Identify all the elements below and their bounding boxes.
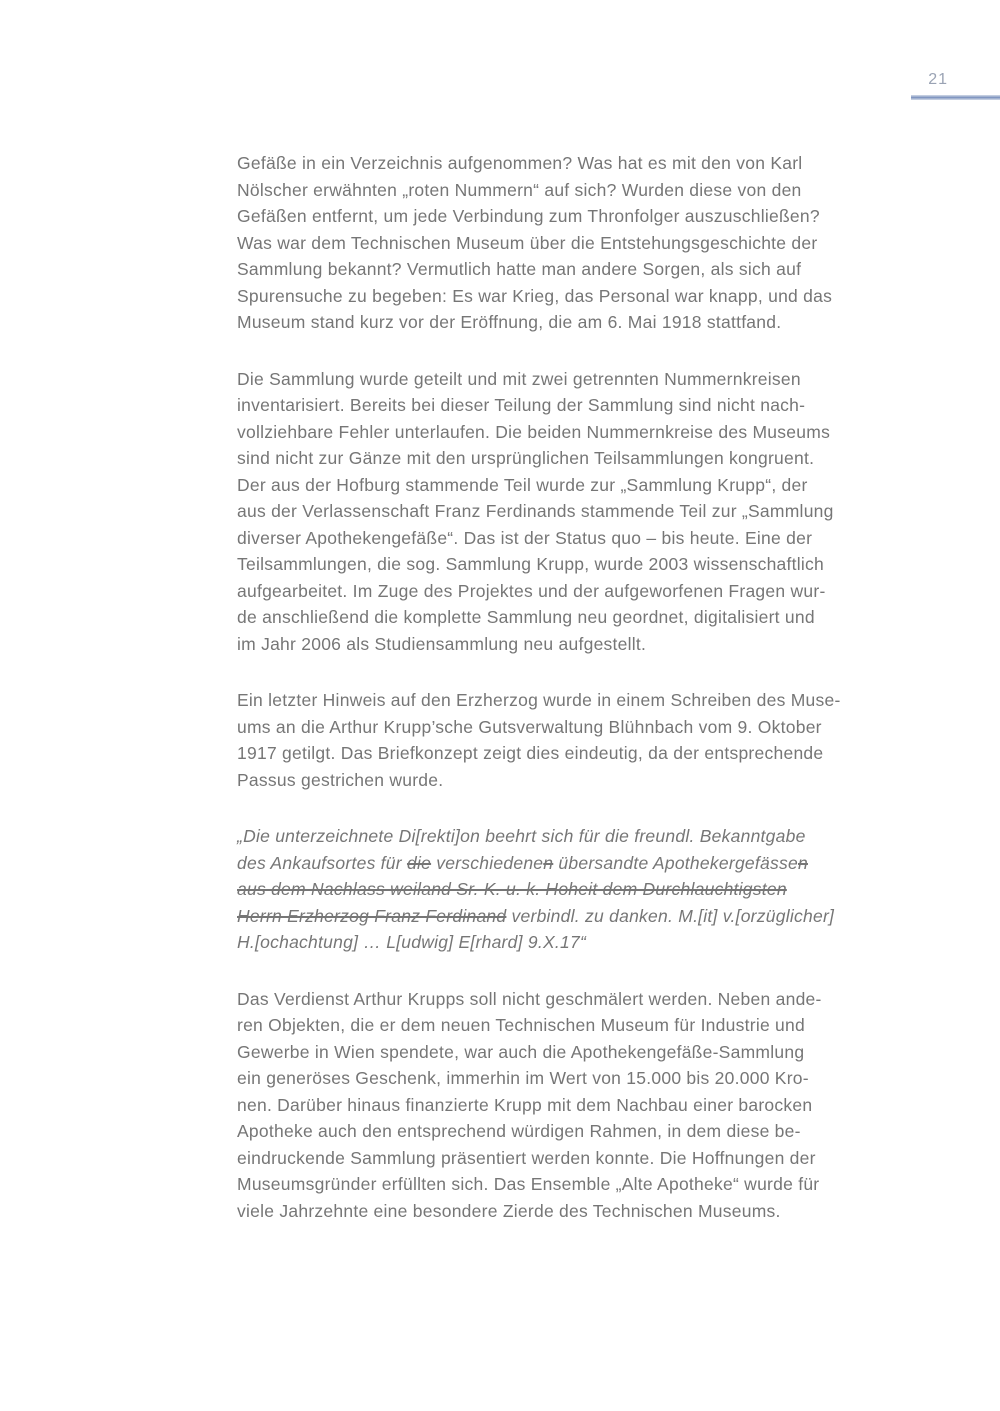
text-line (237, 1171, 917, 1198)
text-line (237, 929, 917, 956)
text-line (237, 578, 917, 605)
text-line (237, 472, 917, 499)
text-segment: Gefäße in ein Verzeichnis aufgenommen? Was hat es mit den von Karl (237, 153, 803, 173)
text-segment: de anschließend die komplette Sammlung neu geordnet, digitalisiert und (237, 607, 815, 627)
text-line (237, 714, 917, 741)
struck-text: aus dem Nachlass weiland Sr. K. u. k. Hoheit dem Durchlauchtigsten (237, 879, 787, 899)
text-segment: nen. Darüber hinaus finanzierte Krupp mit dem Nachbau einer barocken (237, 1094, 813, 1115)
text-segment: übersandte Apothekergefässe (553, 852, 798, 873)
text-segment: aufgearbeitet. Im Zuge des Projektes und der aufgeworfenen Fragen wur- (237, 580, 826, 601)
text-line (237, 604, 917, 631)
header-rule (911, 95, 1000, 100)
text-line (237, 687, 917, 714)
text-line (237, 1198, 917, 1225)
text-line (237, 986, 917, 1013)
text-line (237, 392, 917, 419)
text-segment: ren Objekten, die er dem neuen Technischen Museum für Industrie und (237, 1015, 805, 1035)
struck-text: Herrn Erzherzog Franz Ferdinand (237, 905, 507, 926)
text-line (237, 876, 917, 903)
text-segment: diverser Apothekengefäße“. Das ist der Status quo – bis heute. Eine der (237, 527, 813, 548)
text-line (237, 366, 917, 393)
page-body (237, 150, 917, 1254)
text-segment: eindruckende Sammlung präsentiert werden konnte. Die Hoffnungen der (237, 1147, 816, 1168)
text-segment: Museum stand kurz vor der Eröffnung, die am 6. Mai 1918 stattfand. (237, 312, 782, 332)
text-line (237, 1118, 917, 1145)
text-line (237, 150, 917, 177)
text-segment: Das Verdienst Arthur Krupps soll nicht geschmälert werden. Neben ande- (237, 988, 822, 1009)
text-line (237, 551, 917, 578)
text-line (237, 767, 917, 794)
text-line (237, 256, 917, 283)
text-segment: Passus gestrichen wurde. (237, 769, 444, 790)
text-line (237, 177, 917, 204)
text-line (237, 850, 917, 877)
paragraph (237, 366, 917, 658)
text-line (237, 631, 917, 658)
text-segment: verschiedene (431, 852, 544, 873)
text-segment: Gewerbe in Wien spendete, war auch die Apothekengefäße-Sammlung (237, 1041, 805, 1062)
text-segment: sind nicht zur Gänze mit den ursprünglichen Teilsammlungen kongruent. (237, 448, 815, 468)
text-segment: Gefäßen entfernt, um jede Verbindung zum Thronfolger auszuschließen? (237, 206, 820, 226)
text-segment: Nölscher erwähnten „roten Nummern“ auf sich? Wurden diese von den (237, 179, 802, 200)
text-line (237, 309, 917, 336)
text-line (237, 419, 917, 446)
text-segment: Ein letzter Hinweis auf den Erzherzog wurde in einem Schreiben des Muse- (237, 690, 841, 710)
text-segment: Spurensuche zu begeben: Es war Krieg, das Personal war knapp, und das (237, 285, 833, 306)
text-line (237, 740, 917, 767)
text-line (237, 1145, 917, 1172)
text-line (237, 498, 917, 525)
text-segment: des Ankaufsortes für (237, 852, 407, 873)
text-line (237, 1012, 917, 1039)
text-segment: Was war dem Technischen Museum über die Entstehungsgeschichte der (237, 232, 818, 253)
paragraph (237, 986, 917, 1225)
text-line (237, 230, 917, 257)
quote-paragraph (237, 823, 917, 956)
text-line (237, 903, 917, 930)
text-line (237, 1065, 917, 1092)
text-segment: aus der Verlassenschaft Franz Ferdinands stammende Teil zur „Sammlung (237, 501, 834, 521)
text-line (237, 445, 917, 472)
text-line (237, 1039, 917, 1066)
text-segment: vollziehbare Fehler unterlaufen. Die beiden Nummernkreise des Museums (237, 421, 831, 442)
text-segment: Der aus der Hofburg stammende Teil wurde zur „Sammlung Krupp“, der (237, 474, 808, 495)
text-line (237, 283, 917, 310)
text-segment: Die Sammlung wurde geteilt und mit zwei getrennten Nummernkreisen (237, 368, 801, 389)
text-line (237, 525, 917, 552)
text-segment: Apotheke auch den entsprechend würdigen Rahmen, in dem diese be- (237, 1121, 801, 1141)
text-segment: viele Jahrzehnte eine besondere Zierde des Technischen Museums. (237, 1200, 781, 1221)
text-segment: inventarisiert. Bereits bei dieser Teilung der Sammlung sind nicht nach- (237, 395, 806, 415)
paragraph (237, 687, 917, 793)
text-segment: Teilsammlungen, die sog. Sammlung Krupp, wurde 2003 wissenschaftlich (237, 554, 825, 574)
text-line (237, 823, 917, 850)
paragraph (237, 150, 917, 336)
text-segment: im Jahr 2006 als Studiensammlung neu aufgestellt. (237, 633, 647, 654)
text-segment: H.[ochachtung] … L[udwig] E[rhard] 9.X.17“ (237, 932, 587, 952)
text-segment: Museumsgründer erfüllten sich. Das Ensemble „Alte Apotheke“ wurde für (237, 1174, 820, 1194)
text-segment: „Die unterzeichnete Di[rekti]on beehrt sich für die freundl. Bekanntgabe (237, 826, 806, 846)
text-segment: Sammlung bekannt? Vermutlich hatte man andere Sorgen, als sich auf (237, 259, 802, 279)
text-segment: ums an die Arthur Krupp’sche Gutsverwaltung Blühnbach vom 9. Oktober (237, 716, 822, 737)
page-number: 21 (928, 71, 948, 88)
text-segment: 1917 getilgt. Das Briefkonzept zeigt dies eindeutig, da der entsprechende (237, 743, 824, 763)
text-segment: ein generöses Geschenk, immerhin im Wert von 15.000 bis 20.000 Kro- (237, 1068, 809, 1088)
text-segment: verbindl. zu danken. M.[it] v.[orzüglicher] (506, 905, 835, 926)
struck-text: n (798, 852, 808, 873)
text-line (237, 203, 917, 230)
struck-text: n (543, 852, 554, 873)
text-line (237, 1092, 917, 1119)
struck-text: die (406, 852, 432, 873)
